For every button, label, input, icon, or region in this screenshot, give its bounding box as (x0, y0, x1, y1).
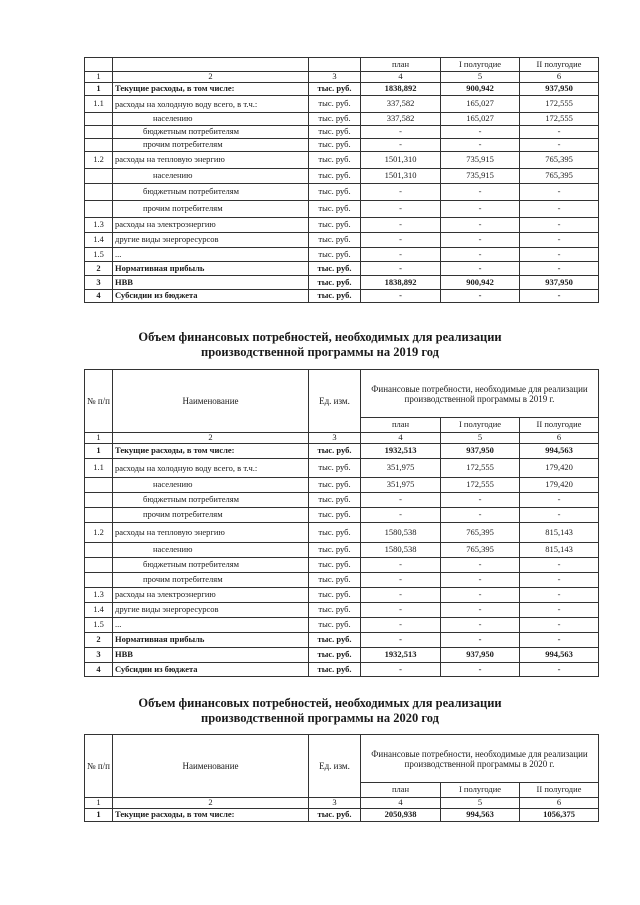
row-half1: 994,563 (441, 809, 520, 822)
table-row (85, 588, 599, 603)
row-half1: 900,942 (441, 276, 520, 290)
row-half1: 735,915 (441, 169, 520, 184)
row-half1: - (441, 262, 520, 276)
row-name: прочим потребителям (113, 139, 309, 152)
row-name: прочим потребителям (113, 573, 309, 588)
header-name: Наименование (113, 735, 309, 798)
row-name: Нормативная прибыль (113, 633, 309, 648)
row-unit: тыс. руб. (309, 83, 361, 96)
row-half2: - (520, 588, 599, 603)
column-number: 1 (85, 433, 113, 444)
column-numbers-row (85, 433, 599, 444)
row-half1: 172,555 (441, 478, 520, 493)
row-half1: - (441, 558, 520, 573)
row-name: расходы на электроэнергию (113, 588, 309, 603)
row-name: бюджетным потребителям (113, 126, 309, 139)
row-half2: - (520, 218, 599, 233)
table-row (85, 478, 599, 493)
row-half2: - (520, 139, 599, 152)
row-number (85, 493, 113, 508)
table-row (85, 809, 599, 822)
column-number: 2 (113, 433, 309, 444)
row-half2: 172,555 (520, 96, 599, 113)
section-title-2020 (0, 696, 640, 726)
row-unit: тыс. руб. (309, 262, 361, 276)
header-no: № п/п (85, 370, 113, 433)
table-row (85, 184, 599, 201)
row-half1: - (441, 233, 520, 248)
row-number (85, 201, 113, 218)
table-row (85, 126, 599, 139)
row-name: Нормативная прибыль (113, 262, 309, 276)
title-line: производственной программы на 2020 год (201, 711, 439, 725)
row-name: расходы на тепловую энергию (113, 523, 309, 543)
title-line: производственной программы на 2019 год (201, 345, 439, 359)
row-number: 4 (85, 290, 113, 303)
table-row (85, 603, 599, 618)
row-half1: 900,942 (441, 83, 520, 96)
column-number: 6 (520, 798, 599, 809)
row-half2: 937,950 (520, 83, 599, 96)
row-unit: тыс. руб. (309, 201, 361, 218)
header-no: № п/п (85, 735, 113, 798)
header-plan: план (361, 783, 441, 798)
row-plan: 2050,938 (361, 809, 441, 822)
table-row (85, 493, 599, 508)
table-row (85, 96, 599, 113)
row-name: расходы на тепловую энергию (113, 152, 309, 169)
row-half1: 937,950 (441, 648, 520, 663)
row-half2: 994,563 (520, 444, 599, 459)
row-plan: 1580,538 (361, 523, 441, 543)
column-number: 5 (441, 798, 520, 809)
row-number: 1.1 (85, 459, 113, 478)
row-half2: - (520, 508, 599, 523)
column-number: 4 (361, 433, 441, 444)
row-number: 1 (85, 444, 113, 459)
column-number: 6 (520, 433, 599, 444)
row-half2: - (520, 290, 599, 303)
row-plan: - (361, 558, 441, 573)
row-half2: - (520, 558, 599, 573)
row-unit: тыс. руб. (309, 169, 361, 184)
header-half1: I полугодие (441, 58, 520, 72)
column-number: 1 (85, 798, 113, 809)
row-plan: 1932,513 (361, 648, 441, 663)
row-number: 2 (85, 633, 113, 648)
row-half1: 765,395 (441, 523, 520, 543)
row-plan: 337,582 (361, 113, 441, 126)
row-plan: 351,975 (361, 478, 441, 493)
row-half2: - (520, 201, 599, 218)
row-number: 1.2 (85, 523, 113, 543)
row-unit: тыс. руб. (309, 139, 361, 152)
table-row (85, 633, 599, 648)
row-unit: тыс. руб. (309, 663, 361, 677)
header-cell (85, 58, 113, 72)
header-name: Наименование (113, 370, 309, 433)
row-half1: 765,395 (441, 543, 520, 558)
table-row (85, 233, 599, 248)
row-half1: - (441, 618, 520, 633)
row-unit: тыс. руб. (309, 493, 361, 508)
column-number: 4 (361, 798, 441, 809)
row-half1: 172,555 (441, 459, 520, 478)
row-name: бюджетным потребителям (113, 558, 309, 573)
row-half2: - (520, 262, 599, 276)
table-row (85, 459, 599, 478)
row-name: ... (113, 618, 309, 633)
row-unit: тыс. руб. (309, 152, 361, 169)
row-half1: 937,950 (441, 444, 520, 459)
row-number (85, 126, 113, 139)
row-number (85, 478, 113, 493)
header-cell (113, 58, 309, 72)
row-plan: - (361, 184, 441, 201)
row-half2: - (520, 248, 599, 262)
row-number: 1.3 (85, 588, 113, 603)
table-row (85, 218, 599, 233)
table-header-row (85, 735, 599, 783)
table-row (85, 573, 599, 588)
row-half2: - (520, 573, 599, 588)
row-number: 2 (85, 262, 113, 276)
row-unit: тыс. руб. (309, 444, 361, 459)
table-header-row (85, 58, 599, 72)
row-number (85, 169, 113, 184)
row-half1: 165,027 (441, 96, 520, 113)
row-name: прочим потребителям (113, 201, 309, 218)
row-unit: тыс. руб. (309, 96, 361, 113)
row-plan: 351,975 (361, 459, 441, 478)
row-half2: - (520, 126, 599, 139)
table-2020 (84, 734, 599, 822)
row-number: 1.4 (85, 233, 113, 248)
table-row (85, 83, 599, 96)
row-half1: - (441, 126, 520, 139)
row-name: Субсидии из бюджета (113, 663, 309, 677)
header-half1: I полугодие (441, 783, 520, 798)
row-number (85, 139, 113, 152)
row-half1: - (441, 508, 520, 523)
title-line: Объем финансовых потребностей, необходимых для реализации (138, 696, 502, 710)
row-name: расходы на электроэнергию (113, 218, 309, 233)
row-half1: - (441, 588, 520, 603)
row-unit: тыс. руб. (309, 648, 361, 663)
header-half1: I полугодие (441, 418, 520, 433)
row-unit: тыс. руб. (309, 543, 361, 558)
row-half1: - (441, 603, 520, 618)
row-plan: - (361, 218, 441, 233)
row-name: ... (113, 248, 309, 262)
row-half2: 815,143 (520, 523, 599, 543)
row-half2: 179,420 (520, 459, 599, 478)
table-row (85, 262, 599, 276)
section-title-2019 (0, 330, 640, 360)
row-plan: 1838,892 (361, 276, 441, 290)
row-number: 4 (85, 663, 113, 677)
header-unit: Ед. изм. (309, 370, 361, 433)
table-2018-continuation (84, 57, 599, 303)
row-unit: тыс. руб. (309, 573, 361, 588)
row-unit: тыс. руб. (309, 218, 361, 233)
row-half2: 815,143 (520, 543, 599, 558)
column-number: 4 (361, 72, 441, 83)
row-name: расходы на холодную воду всего, в т.ч.: (113, 459, 309, 478)
row-unit: тыс. руб. (309, 184, 361, 201)
row-unit: тыс. руб. (309, 478, 361, 493)
row-half2: 994,563 (520, 648, 599, 663)
row-half2: - (520, 618, 599, 633)
row-unit: тыс. руб. (309, 523, 361, 543)
title-line: Объем финансовых потребностей, необходимых для реализации (138, 330, 502, 344)
table-row (85, 276, 599, 290)
column-numbers-row (85, 798, 599, 809)
row-unit: тыс. руб. (309, 558, 361, 573)
row-plan: - (361, 633, 441, 648)
row-unit: тыс. руб. (309, 588, 361, 603)
column-number: 3 (309, 798, 361, 809)
row-half2: - (520, 233, 599, 248)
row-number: 3 (85, 648, 113, 663)
header-half2: II полугодие (520, 58, 599, 72)
row-number: 1 (85, 83, 113, 96)
row-name: расходы на холодную воду всего, в т.ч.: (113, 96, 309, 113)
column-number: 5 (441, 433, 520, 444)
row-plan: 1838,892 (361, 83, 441, 96)
row-plan: - (361, 262, 441, 276)
row-number: 1.3 (85, 218, 113, 233)
row-unit: тыс. руб. (309, 276, 361, 290)
row-half1: - (441, 139, 520, 152)
table-row (85, 290, 599, 303)
row-plan: - (361, 233, 441, 248)
row-plan: - (361, 618, 441, 633)
row-name: бюджетным потребителям (113, 493, 309, 508)
row-name: Текущие расходы, в том числе: (113, 444, 309, 459)
header-financial-needs: Финансовые потребности, необходимые для реализации производственной программы в 2020 г. (361, 735, 599, 783)
row-name: населению (113, 543, 309, 558)
column-numbers-row (85, 72, 599, 83)
header-financial-needs: Финансовые потребности, необходимые для реализации производственной программы в 2019 г. (361, 370, 599, 418)
row-number: 3 (85, 276, 113, 290)
header-cell (309, 58, 361, 72)
table-header-row (85, 370, 599, 418)
row-plan: - (361, 603, 441, 618)
row-half1: - (441, 663, 520, 677)
table-row (85, 139, 599, 152)
row-unit: тыс. руб. (309, 618, 361, 633)
header-half2: II полугодие (520, 418, 599, 433)
row-half2: - (520, 633, 599, 648)
row-unit: тыс. руб. (309, 113, 361, 126)
row-plan: 1501,310 (361, 152, 441, 169)
row-half1: - (441, 633, 520, 648)
row-half2: 1056,375 (520, 809, 599, 822)
table-row (85, 248, 599, 262)
row-half2: - (520, 663, 599, 677)
table-row (85, 663, 599, 677)
table-row (85, 543, 599, 558)
table-row (85, 508, 599, 523)
row-unit: тыс. руб. (309, 126, 361, 139)
table-row (85, 444, 599, 459)
column-number: 6 (520, 72, 599, 83)
table-row (85, 618, 599, 633)
row-name: Субсидии из бюджета (113, 290, 309, 303)
row-unit: тыс. руб. (309, 290, 361, 303)
row-plan: 337,582 (361, 96, 441, 113)
row-number: 1.1 (85, 96, 113, 113)
row-half1: - (441, 248, 520, 262)
table-row (85, 648, 599, 663)
column-number: 2 (113, 798, 309, 809)
table-row (85, 523, 599, 543)
table-2019 (84, 369, 599, 677)
row-half2: - (520, 603, 599, 618)
row-number (85, 508, 113, 523)
row-half2: 937,950 (520, 276, 599, 290)
header-unit: Ед. изм. (309, 735, 361, 798)
row-half1: - (441, 218, 520, 233)
table-row (85, 113, 599, 126)
row-half2: 179,420 (520, 478, 599, 493)
column-number: 2 (113, 72, 309, 83)
header-plan: план (361, 418, 441, 433)
row-plan: 1580,538 (361, 543, 441, 558)
column-number: 1 (85, 72, 113, 83)
row-name: населению (113, 478, 309, 493)
header-half2: II полугодие (520, 783, 599, 798)
row-number: 1 (85, 809, 113, 822)
row-unit: тыс. руб. (309, 633, 361, 648)
row-half2: - (520, 184, 599, 201)
row-name: прочим потребителям (113, 508, 309, 523)
row-plan: - (361, 663, 441, 677)
row-plan: - (361, 290, 441, 303)
row-half1: 165,027 (441, 113, 520, 126)
row-half1: - (441, 184, 520, 201)
row-number (85, 113, 113, 126)
row-unit: тыс. руб. (309, 459, 361, 478)
column-number: 3 (309, 433, 361, 444)
row-number: 1.5 (85, 618, 113, 633)
table-row (85, 169, 599, 184)
row-half1: - (441, 573, 520, 588)
table-row (85, 152, 599, 169)
row-plan: - (361, 126, 441, 139)
row-plan: - (361, 248, 441, 262)
row-name: НВВ (113, 648, 309, 663)
table-row (85, 558, 599, 573)
row-plan: - (361, 139, 441, 152)
header-plan: план (361, 58, 441, 72)
row-plan: - (361, 201, 441, 218)
column-number: 5 (441, 72, 520, 83)
row-plan: - (361, 493, 441, 508)
row-half2: 172,555 (520, 113, 599, 126)
row-number: 1.4 (85, 603, 113, 618)
row-name: населению (113, 113, 309, 126)
row-half2: 765,395 (520, 152, 599, 169)
row-plan: 1932,513 (361, 444, 441, 459)
row-number (85, 543, 113, 558)
row-half1: - (441, 201, 520, 218)
row-name: другие виды энергоресурсов (113, 233, 309, 248)
row-half2: - (520, 493, 599, 508)
row-name: НВВ (113, 276, 309, 290)
row-name: Текущие расходы, в том числе: (113, 809, 309, 822)
column-number: 3 (309, 72, 361, 83)
row-unit: тыс. руб. (309, 603, 361, 618)
table-row (85, 201, 599, 218)
row-plan: 1501,310 (361, 169, 441, 184)
row-plan: - (361, 573, 441, 588)
row-unit: тыс. руб. (309, 248, 361, 262)
row-unit: тыс. руб. (309, 809, 361, 822)
row-number: 1.5 (85, 248, 113, 262)
row-number (85, 184, 113, 201)
row-half1: - (441, 290, 520, 303)
row-name: Текущие расходы, в том числе: (113, 83, 309, 96)
row-name: другие виды энергоресурсов (113, 603, 309, 618)
row-name: населению (113, 169, 309, 184)
row-half2: 765,395 (520, 169, 599, 184)
row-plan: - (361, 508, 441, 523)
row-half1: - (441, 493, 520, 508)
row-half1: 735,915 (441, 152, 520, 169)
row-plan: - (361, 588, 441, 603)
row-unit: тыс. руб. (309, 508, 361, 523)
row-number (85, 573, 113, 588)
row-number (85, 558, 113, 573)
row-number: 1.2 (85, 152, 113, 169)
row-unit: тыс. руб. (309, 233, 361, 248)
row-name: бюджетным потребителям (113, 184, 309, 201)
